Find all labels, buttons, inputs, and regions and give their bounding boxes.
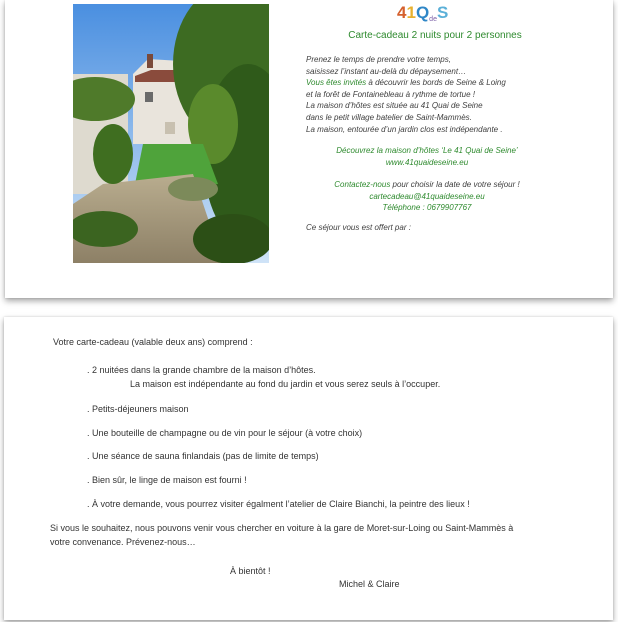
logo-de: de	[429, 16, 437, 23]
included-item: . À votre demande, vous pourrez visiter égalment l’atelier de Claire Bianchi, la peintre des lieux !	[87, 499, 470, 509]
included-item: . Une séance de sauna finlandais (pas de limite de temps)	[87, 451, 319, 461]
maison-logo	[397, 3, 457, 25]
contact-block	[309, 179, 545, 214]
logo-digit-one: 1	[406, 3, 416, 22]
gift-card-back	[4, 317, 613, 620]
pickup-note-line: votre convenance. Prévenez-nous…	[50, 537, 196, 547]
intro-line	[306, 77, 606, 89]
contact-rest: pour choisir la date de votre séjour !	[390, 180, 520, 189]
included-item: . Petits-déjeuners maison	[87, 404, 189, 414]
gift-card-front	[5, 0, 613, 298]
logo-digit-four: 4	[397, 3, 407, 22]
farewell: À bientôt !	[230, 566, 271, 576]
signature: Michel & Claire	[339, 579, 400, 589]
discover-block	[309, 145, 545, 168]
website-link[interactable]: www.41quaideseine.eu	[385, 157, 469, 167]
contact-highlight: Contactez-nous	[334, 180, 391, 189]
logo-letter-s: S	[436, 3, 449, 22]
pickup-note-line: Si vous le souhaitez, nous pouvons venir vous chercher en voiture à la gare de Moret-sur-Loing ou Saint-Mammès à	[50, 523, 514, 533]
offered-by-line: Ce séjour vous est offert par :	[306, 223, 411, 232]
includes-heading: Votre carte-cadeau (valable deux ans) comprend :	[53, 337, 253, 347]
contact-line	[309, 179, 545, 191]
invite-highlight: Vous êtes invités	[306, 78, 367, 88]
discover-text: Découvrez la maison d’hôtes ‘Le 41 Quai de Seine’	[336, 146, 518, 155]
phone-number: Téléphone : 0679907767	[382, 203, 472, 213]
included-item: . Une bouteille de champagne ou de vin pour le séjour (à votre choix)	[87, 428, 363, 438]
gift-card-title: Carte-cadeau 2 nuits pour 2 personnes	[348, 30, 522, 41]
garden-house-photo	[73, 4, 269, 263]
intro-line: et la forêt de Fontainebleau à rythme de tortue !	[306, 89, 475, 99]
included-item: . 2 nuitées dans la grande chambre de la maison d’hôtes.	[87, 365, 316, 375]
garden-photo-illustration	[73, 4, 269, 263]
intro-line-rest: à découvrir les bords de Seine & Loing	[366, 78, 506, 88]
logo-letter-q: Q	[415, 3, 430, 22]
included-item-detail: La maison est indépendante au fond du jardin et vous serez seuls à l’occuper.	[130, 379, 441, 389]
intro-line: Prenez le temps de prendre votre temps,	[306, 55, 451, 64]
included-item: . Bien sûr, le linge de maison est fourni !	[87, 475, 247, 485]
intro-paragraph	[306, 54, 606, 135]
intro-line: saisissez l’instant au-delà du dépaysement…	[306, 66, 467, 76]
intro-line: dans le petit village batelier de Saint-Mammès.	[306, 112, 472, 122]
intro-line: La maison, entourée d’un jardin clos est indépendante .	[306, 124, 503, 134]
email-link[interactable]: cartecadeau@41quaideseine.eu	[369, 191, 485, 201]
intro-line: La maison d’hôtes est située au 41 Quai de Seine	[306, 101, 483, 111]
